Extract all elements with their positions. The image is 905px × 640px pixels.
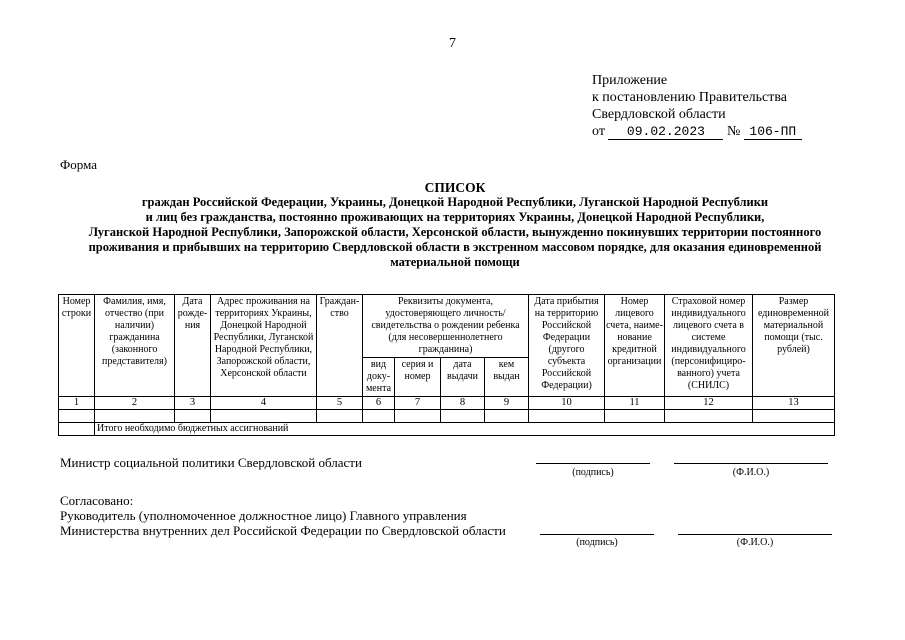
column-number: 9 [485,397,529,410]
minister-title: Министр социальной политики Свердловской области [60,455,362,470]
header-issued-by: кем выдан [485,358,529,397]
title-line4: проживания и прибывших на территорию Свердловской области в экстренном массовом порядке, для оказания единовременной [88,240,822,254]
decree-number: 106-ПП [744,125,802,140]
header-full-name: Фамилия, имя, отчество (при наличии) гражданина (законного представителя) [95,295,175,397]
table-row [59,410,835,423]
agreed-label: Согласовано: [60,493,134,508]
head-signature-caption: (подпись) [576,537,618,548]
page-number: 7 [449,36,456,51]
column-number: 3 [175,397,211,410]
form-label: Форма [60,157,97,172]
header-snils: Страховой номер индивидуального лицевого счета в системе индивидуального (персонифициро-ванного) учета (СНИЛС) [665,295,753,397]
head-title-line1: Руководитель (уполномоченное должностное лицо) Главного управления [60,508,467,523]
number-prefix: № [726,124,741,139]
header-arrival-date: Дата прибытия на территорию Российской Федерации (другого субъекта Российской Федерации) [529,295,605,397]
header-document-group: Реквизиты документа, удостоверяющего личность/ свидетельства о рождении ребенка (для несовершеннолетнего гражданина) [363,295,529,358]
column-number: 1 [59,397,95,410]
column-number: 6 [363,397,395,410]
title-heading: СПИСОК [424,180,486,195]
header-account-number: Номер лицевого счета, наиме-нование кредитной организации [605,295,665,397]
column-number: 12 [665,397,753,410]
column-number-row [59,397,835,410]
header-address: Адрес проживания на территориях Украины, Донецкой Народной Республики, Луганской Народной Республики, Запорожской области, Херсонской области [211,295,317,397]
appendix-line1: Приложение [592,73,668,88]
column-number: 11 [605,397,665,410]
appendix-line2: к постановлению Правительства [592,90,788,105]
minister-name-line [674,463,828,464]
header-citizenship: Граждан-ство [317,295,363,397]
minister-name-caption: (Ф.И.О.) [732,467,770,478]
header-series-number: серия и номер [395,358,441,397]
appendix-block [592,72,802,140]
total-label: Итого необходимо бюджетных ассигнований [95,423,835,436]
header-row-number: Номер строки [59,295,95,397]
title-line2: и лиц без гражданства, постоянно проживающих на территориях Украины, Донецкой Народной Республики, [145,210,765,224]
list-title [60,180,850,270]
head-title-line2: Министерства внутренних дел Российской Федерации по Свердловской области [60,523,506,538]
appendix-line3: Свердловской области [592,107,726,122]
date-prefix: от [592,124,605,139]
title-line5: материальной помощи [390,255,520,269]
total-row [59,423,835,436]
column-number: 8 [441,397,485,410]
column-number: 5 [317,397,363,410]
header-aid-amount: Размер единовременной материальной помощи (тыс. рублей) [753,295,835,397]
header-birth-date: Дата рожде-ния [175,295,211,397]
title-line3: Луганской Народной Республики, Запорожской области, Херсонской области, вынужденно покинувших территории постоянного [88,225,822,239]
citizens-table [58,294,835,436]
head-name-caption: (Ф.И.О.) [736,537,774,548]
decree-date: 09.02.2023 [608,125,723,140]
header-issue-date: дата выдачи [441,358,485,397]
appendix-date-line [592,123,802,140]
column-number: 13 [753,397,835,410]
header-document-type: вид доку-мента [363,358,395,397]
head-name-line [678,534,832,535]
column-number: 7 [395,397,441,410]
column-number: 2 [95,397,175,410]
minister-signature-line [536,463,650,464]
column-number: 10 [529,397,605,410]
column-number: 4 [211,397,317,410]
title-line1: граждан Российской Федерации, Украины, Донецкой Народной Республики, Луганской Народной Республики [141,195,769,209]
minister-signature-caption: (подпись) [572,467,614,478]
head-signature-line [540,534,654,535]
